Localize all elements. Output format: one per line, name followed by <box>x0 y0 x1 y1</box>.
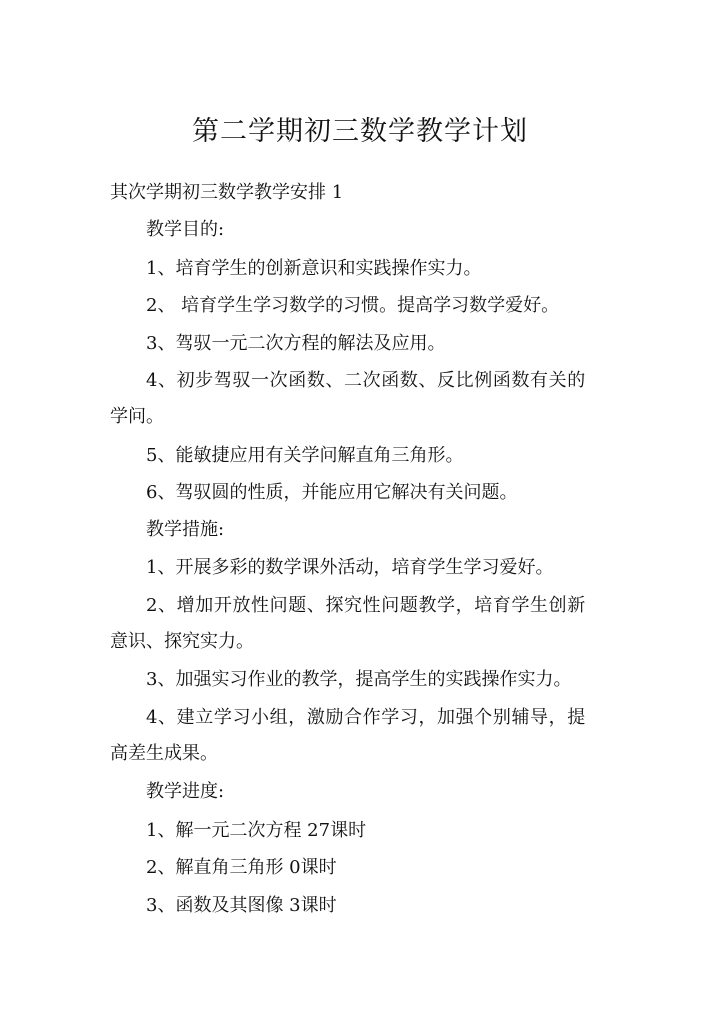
goal-item-4-continued: 学问。 <box>110 406 164 427</box>
document-subtitle: 其次学期初三数学教学安排 1 <box>110 182 344 203</box>
schedule-item-1: 1、解一元二次方程 27课时 <box>146 820 367 841</box>
section-heading-schedule: 教学进度: <box>146 781 225 802</box>
section-heading-measures: 教学措施: <box>146 519 225 540</box>
measure-item-3: 3、加强实习作业的教学，提高学生的实践操作实力。 <box>146 669 572 690</box>
schedule-item-2: 2、解直角三角形 0课时 <box>146 857 337 878</box>
goal-item-3: 3、驾驭一元二次方程的解法及应用。 <box>146 333 446 354</box>
measure-item-4-continued: 高差生成果。 <box>110 743 218 764</box>
schedule-item-3: 3、函数及其图像 3课时 <box>146 895 337 916</box>
goal-item-1: 1、培育学生的创新意识和实践操作实力。 <box>146 258 482 279</box>
document-title: 第二学期初三数学教学计划 <box>192 116 528 147</box>
section-heading-goals: 教学目的: <box>146 219 225 240</box>
goal-item-6: 6、驾驭圆的性质，并能应用它解决有关问题。 <box>146 482 518 503</box>
goal-item-4: 4、初步驾驭一次函数、二次函数、反比例函数有关的 <box>146 370 586 391</box>
measure-item-1: 1、开展多彩的数学课外活动，培育学生学习爱好。 <box>146 557 554 578</box>
measure-item-2: 2、增加开放性问题、探究性问题教学，培育学生创新 <box>146 595 586 616</box>
goal-item-5: 5、能敏捷应用有关学问解直角三角形。 <box>146 445 464 466</box>
goal-item-2: 2、 培育学生学习数学的习惯。提高学习数学爱好。 <box>146 295 560 316</box>
measure-item-2-continued: 意识、探究实力。 <box>110 631 254 652</box>
measure-item-4: 4、建立学习小组，激励合作学习，加强个别辅导，提 <box>146 707 586 728</box>
